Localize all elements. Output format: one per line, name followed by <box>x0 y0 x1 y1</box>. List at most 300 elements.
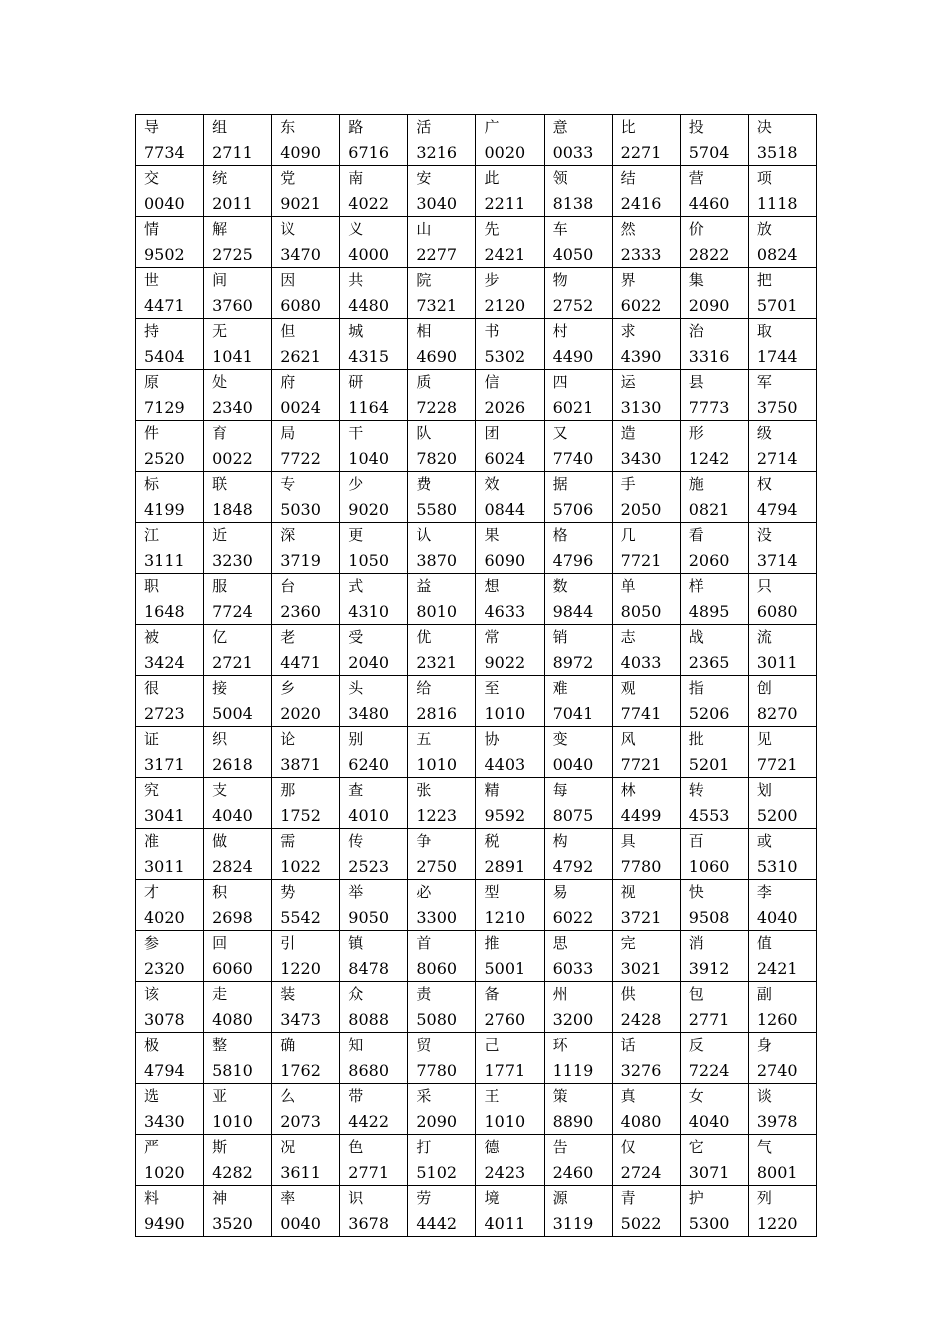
cell-code: 5580 <box>416 500 458 519</box>
cell-code: 5302 <box>484 347 526 366</box>
cell-code: 6021 <box>552 398 594 417</box>
table-cell <box>544 880 612 931</box>
table-cell <box>408 676 476 727</box>
table-cell <box>612 319 680 370</box>
cell-code: 5706 <box>552 500 594 519</box>
table-cell <box>680 115 748 166</box>
cell-character: 亿 <box>212 628 228 646</box>
cell-code: 2822 <box>688 245 730 264</box>
table-cell <box>612 1135 680 1186</box>
table-cell <box>204 982 272 1033</box>
cell-character: 确 <box>280 1036 296 1054</box>
cell-code: 8010 <box>416 602 458 621</box>
cell-code: 2333 <box>620 245 662 264</box>
cell-code: 3912 <box>688 959 730 978</box>
cell-character: 受 <box>348 628 364 646</box>
cell-code: 9844 <box>552 602 594 621</box>
cell-code: 5206 <box>688 704 730 723</box>
cell-code: 4633 <box>484 602 526 621</box>
table-cell <box>340 421 408 472</box>
table-cell <box>340 1135 408 1186</box>
cell-character: 众 <box>348 985 364 1003</box>
table-cell <box>408 319 476 370</box>
cell-character: 深 <box>280 526 296 544</box>
cell-character: 常 <box>484 628 500 646</box>
table-cell <box>340 676 408 727</box>
table-cell <box>340 523 408 574</box>
cell-character: 局 <box>280 424 296 442</box>
table-cell <box>612 982 680 1033</box>
table-cell <box>408 880 476 931</box>
cell-character: 标 <box>144 475 160 493</box>
cell-code: 6240 <box>348 755 389 774</box>
table-cell <box>680 1135 748 1186</box>
cell-code: 4792 <box>552 857 594 876</box>
table-cell <box>204 166 272 217</box>
cell-code: 4033 <box>620 653 662 672</box>
cell-code: 1010 <box>484 1112 526 1131</box>
cell-code: 3078 <box>144 1010 185 1029</box>
cell-character: 放 <box>756 220 772 238</box>
cell-character: 流 <box>756 628 772 646</box>
table-row <box>136 370 817 421</box>
cell-character: 回 <box>212 934 228 952</box>
table-cell <box>408 931 476 982</box>
table-cell <box>476 1135 544 1186</box>
table-cell <box>544 982 612 1033</box>
cell-code: 2340 <box>212 398 253 417</box>
table-cell <box>612 1084 680 1135</box>
cell-character: 劳 <box>416 1189 432 1207</box>
cell-character: 议 <box>280 220 296 238</box>
cell-character: 世 <box>144 271 160 289</box>
cell-character: 推 <box>484 934 500 952</box>
cell-code: 2060 <box>688 551 730 570</box>
table-cell <box>272 625 340 676</box>
cell-code: 0040 <box>280 1214 321 1233</box>
cell-character: 项 <box>756 169 772 187</box>
table-cell <box>272 217 340 268</box>
table-cell <box>204 268 272 319</box>
cell-character: 举 <box>348 883 364 901</box>
cell-code: 0020 <box>484 143 526 162</box>
cell-code: 0024 <box>280 398 321 417</box>
cell-character: 车 <box>552 220 568 238</box>
cell-code: 1744 <box>756 347 798 366</box>
cell-code: 1164 <box>348 398 389 417</box>
cell-character: 服 <box>212 577 228 595</box>
cell-character: 准 <box>144 832 160 850</box>
table-cell <box>612 268 680 319</box>
table-cell <box>476 370 544 421</box>
cell-code: 7740 <box>552 449 594 468</box>
cell-character: 首 <box>416 934 432 952</box>
table-cell <box>204 217 272 268</box>
cell-code: 2711 <box>212 143 253 162</box>
cell-code: 2020 <box>280 704 321 723</box>
cell-character: 打 <box>416 1138 432 1156</box>
table-cell <box>136 1135 204 1186</box>
table-cell <box>408 268 476 319</box>
table-cell <box>544 727 612 778</box>
cell-code: 2360 <box>280 602 321 621</box>
table-cell <box>408 778 476 829</box>
cell-character: 数 <box>552 577 568 595</box>
table-cell <box>612 931 680 982</box>
cell-character: 施 <box>688 475 704 493</box>
table-cell <box>136 727 204 778</box>
table-cell <box>612 1186 680 1237</box>
table-cell <box>544 778 612 829</box>
cell-code: 2724 <box>620 1163 662 1182</box>
table-cell <box>136 166 204 217</box>
table-cell <box>612 574 680 625</box>
cell-character: 团 <box>484 424 500 442</box>
cell-code: 9020 <box>348 500 389 519</box>
table-cell <box>204 1186 272 1237</box>
cell-code: 3111 <box>144 551 185 570</box>
table-cell <box>748 982 816 1033</box>
table-cell <box>748 166 816 217</box>
character-code-table <box>135 114 817 1237</box>
cell-character: 相 <box>416 322 432 340</box>
cell-character: 情 <box>144 220 160 238</box>
cell-character: 持 <box>144 322 160 340</box>
cell-character: 志 <box>620 628 636 646</box>
cell-character: 完 <box>620 934 636 952</box>
table-cell <box>612 880 680 931</box>
cell-code: 4022 <box>348 194 389 213</box>
cell-character: 张 <box>416 781 432 799</box>
cell-code: 1220 <box>280 959 321 978</box>
cell-character: 但 <box>280 322 296 340</box>
cell-character: 指 <box>688 679 704 697</box>
table-cell <box>544 472 612 523</box>
table-row <box>136 880 817 931</box>
cell-character: 山 <box>416 220 432 238</box>
cell-character: 创 <box>756 679 772 697</box>
cell-code: 3430 <box>620 449 662 468</box>
cell-character: 识 <box>348 1189 364 1207</box>
cell-code: 0033 <box>552 143 594 162</box>
cell-code: 1648 <box>144 602 185 621</box>
cell-character: 证 <box>144 730 160 748</box>
table-cell <box>748 778 816 829</box>
cell-character: 难 <box>552 679 568 697</box>
cell-code: 5310 <box>756 857 798 876</box>
table-cell <box>204 574 272 625</box>
cell-character: 划 <box>756 781 772 799</box>
cell-code: 3870 <box>416 551 458 570</box>
cell-code: 3041 <box>144 806 185 825</box>
cell-code: 2723 <box>144 704 185 723</box>
cell-code: 3470 <box>280 245 321 264</box>
cell-code: 2621 <box>280 347 321 366</box>
table-cell <box>476 166 544 217</box>
cell-character: 况 <box>280 1138 296 1156</box>
cell-character: 百 <box>688 832 704 850</box>
table-cell <box>544 421 612 472</box>
table-cell <box>748 370 816 421</box>
table-cell <box>748 523 816 574</box>
table-row <box>136 472 817 523</box>
cell-character: 城 <box>348 322 364 340</box>
cell-code: 6024 <box>484 449 526 468</box>
table-cell <box>544 574 612 625</box>
table-cell <box>408 217 476 268</box>
table-cell <box>476 421 544 472</box>
table-cell <box>544 1084 612 1135</box>
cell-character: 件 <box>144 424 160 442</box>
cell-code: 1771 <box>484 1061 526 1080</box>
cell-character: 护 <box>688 1189 704 1207</box>
table-cell <box>612 829 680 880</box>
table-cell <box>612 421 680 472</box>
cell-code: 1242 <box>688 449 730 468</box>
table-cell <box>340 1033 408 1084</box>
cell-character: 镇 <box>348 934 364 952</box>
table-row <box>136 829 817 880</box>
cell-code: 3473 <box>280 1010 321 1029</box>
table-row <box>136 931 817 982</box>
cell-character: 样 <box>688 577 704 595</box>
cell-code: 6090 <box>484 551 526 570</box>
cell-character: 色 <box>348 1138 364 1156</box>
cell-character: 头 <box>348 679 364 697</box>
cell-character: 知 <box>348 1036 364 1054</box>
table-cell <box>748 625 816 676</box>
table-cell <box>340 727 408 778</box>
cell-code: 3721 <box>620 908 662 927</box>
cell-code: 3424 <box>144 653 185 672</box>
cell-code: 6033 <box>552 959 594 978</box>
table-cell <box>748 1033 816 1084</box>
table-cell <box>272 1033 340 1084</box>
cell-code: 5022 <box>620 1214 662 1233</box>
table-cell <box>204 319 272 370</box>
cell-code: 7228 <box>416 398 458 417</box>
cell-code: 0844 <box>484 500 526 519</box>
table-cell <box>476 778 544 829</box>
table-cell <box>272 880 340 931</box>
table-row <box>136 319 817 370</box>
cell-character: 料 <box>144 1189 160 1207</box>
cell-character: 参 <box>144 934 160 952</box>
cell-code: 9508 <box>688 908 730 927</box>
cell-code: 7780 <box>416 1061 458 1080</box>
cell-code: 2320 <box>144 959 185 978</box>
table-cell <box>340 931 408 982</box>
cell-code: 6716 <box>348 143 389 162</box>
table-row <box>136 1186 817 1237</box>
cell-character: 源 <box>552 1189 568 1207</box>
cell-character: 供 <box>620 985 636 1003</box>
cell-character: 论 <box>280 730 296 748</box>
cell-character: 集 <box>688 271 704 289</box>
table-cell <box>680 1186 748 1237</box>
cell-code: 3216 <box>416 143 458 162</box>
cell-character: 几 <box>620 526 636 544</box>
cell-character: 意 <box>552 118 568 136</box>
cell-code: 2421 <box>756 959 798 978</box>
table-cell <box>408 1135 476 1186</box>
cell-code: 9050 <box>348 908 389 927</box>
table-cell <box>544 370 612 421</box>
table-cell <box>680 625 748 676</box>
cell-code: 4442 <box>416 1214 458 1233</box>
cell-character: 物 <box>552 271 568 289</box>
cell-code: 5004 <box>212 704 253 723</box>
cell-character: 看 <box>688 526 704 544</box>
cell-code: 1118 <box>756 194 798 213</box>
cell-character: 型 <box>484 883 500 901</box>
cell-code: 4390 <box>620 347 662 366</box>
table-cell <box>476 319 544 370</box>
table-cell <box>340 880 408 931</box>
cell-code: 8890 <box>552 1112 594 1131</box>
cell-character: 因 <box>280 271 296 289</box>
cell-code: 8270 <box>756 704 798 723</box>
code-table-body <box>136 115 817 1237</box>
cell-code: 3230 <box>212 551 253 570</box>
cell-code: 3071 <box>688 1163 730 1182</box>
cell-code: 3480 <box>348 704 389 723</box>
table-cell <box>408 1033 476 1084</box>
cell-code: 4471 <box>280 653 321 672</box>
cell-code: 4895 <box>688 602 730 621</box>
cell-code: 7722 <box>280 449 321 468</box>
cell-character: 境 <box>484 1189 500 1207</box>
table-cell <box>136 1084 204 1135</box>
cell-code: 3011 <box>756 653 798 672</box>
table-row <box>136 217 817 268</box>
table-cell <box>476 625 544 676</box>
cell-character: 积 <box>212 883 228 901</box>
table-row <box>136 421 817 472</box>
table-cell <box>748 574 816 625</box>
cell-character: 值 <box>756 934 772 952</box>
cell-code: 5542 <box>280 908 321 927</box>
cell-code: 1010 <box>484 704 526 723</box>
table-cell <box>272 319 340 370</box>
table-row <box>136 727 817 778</box>
table-cell <box>680 880 748 931</box>
table-cell <box>408 574 476 625</box>
cell-code: 4794 <box>144 1061 185 1080</box>
cell-code: 2026 <box>484 398 526 417</box>
cell-character: 易 <box>552 883 568 901</box>
table-cell <box>544 1135 612 1186</box>
cell-character: 女 <box>688 1087 704 1105</box>
table-cell <box>476 829 544 880</box>
cell-code: 2771 <box>348 1163 389 1182</box>
cell-code: 1260 <box>756 1010 798 1029</box>
cell-code: 5001 <box>484 959 526 978</box>
cell-character: 治 <box>688 322 704 340</box>
table-cell <box>272 931 340 982</box>
cell-character: 比 <box>620 118 636 136</box>
cell-character: 组 <box>212 118 228 136</box>
cell-character: 造 <box>620 424 636 442</box>
cell-code: 2721 <box>212 653 253 672</box>
cell-code: 7734 <box>144 143 185 162</box>
table-cell <box>612 370 680 421</box>
table-cell <box>272 370 340 421</box>
cell-code: 8680 <box>348 1061 389 1080</box>
table-cell <box>408 370 476 421</box>
cell-code: 7721 <box>756 755 798 774</box>
table-cell <box>476 472 544 523</box>
cell-code: 4080 <box>620 1112 662 1131</box>
cell-code: 8138 <box>552 194 594 213</box>
cell-code: 1050 <box>348 551 389 570</box>
cell-code: 4690 <box>416 347 458 366</box>
cell-code: 2365 <box>688 653 730 672</box>
table-cell <box>204 778 272 829</box>
table-cell <box>612 472 680 523</box>
cell-code: 9021 <box>280 194 321 213</box>
table-cell <box>748 319 816 370</box>
table-cell <box>136 574 204 625</box>
cell-code: 5300 <box>688 1214 730 1233</box>
cell-character: 严 <box>144 1138 160 1156</box>
table-cell <box>408 1186 476 1237</box>
cell-code: 3300 <box>416 908 458 927</box>
cell-character: 更 <box>348 526 364 544</box>
cell-character: 把 <box>756 271 772 289</box>
cell-character: 州 <box>552 985 568 1003</box>
cell-code: 2120 <box>484 296 526 315</box>
cell-code: 5810 <box>212 1061 253 1080</box>
cell-character: 益 <box>416 577 432 595</box>
cell-code: 1010 <box>416 755 458 774</box>
cell-character: 快 <box>688 883 704 901</box>
cell-code: 2011 <box>212 194 253 213</box>
cell-character: 查 <box>348 781 364 799</box>
cell-code: 7741 <box>620 704 662 723</box>
table-cell <box>272 421 340 472</box>
cell-character: 真 <box>620 1087 636 1105</box>
table-cell <box>748 727 816 778</box>
cell-character: 然 <box>620 220 636 238</box>
cell-character: 解 <box>212 220 228 238</box>
table-cell <box>272 829 340 880</box>
cell-character: 费 <box>416 475 432 493</box>
cell-character: 少 <box>348 475 364 493</box>
cell-character: 信 <box>484 373 500 391</box>
table-cell <box>340 115 408 166</box>
cell-character: 走 <box>212 985 228 1003</box>
cell-character: 需 <box>280 832 296 850</box>
cell-character: 选 <box>144 1087 160 1105</box>
cell-character: 策 <box>552 1087 568 1105</box>
cell-character: 战 <box>688 628 704 646</box>
cell-code: 8001 <box>756 1163 798 1182</box>
cell-code: 4460 <box>688 194 730 213</box>
table-cell <box>544 829 612 880</box>
table-cell <box>136 472 204 523</box>
cell-character: 没 <box>756 526 772 544</box>
cell-character: 接 <box>212 679 228 697</box>
table-row <box>136 268 817 319</box>
cell-code: 8075 <box>552 806 594 825</box>
cell-code: 4403 <box>484 755 526 774</box>
cell-code: 8050 <box>620 602 662 621</box>
cell-character: 率 <box>280 1189 296 1207</box>
cell-code: 2050 <box>620 500 662 519</box>
cell-code: 2460 <box>552 1163 594 1182</box>
cell-code: 3130 <box>620 398 662 417</box>
